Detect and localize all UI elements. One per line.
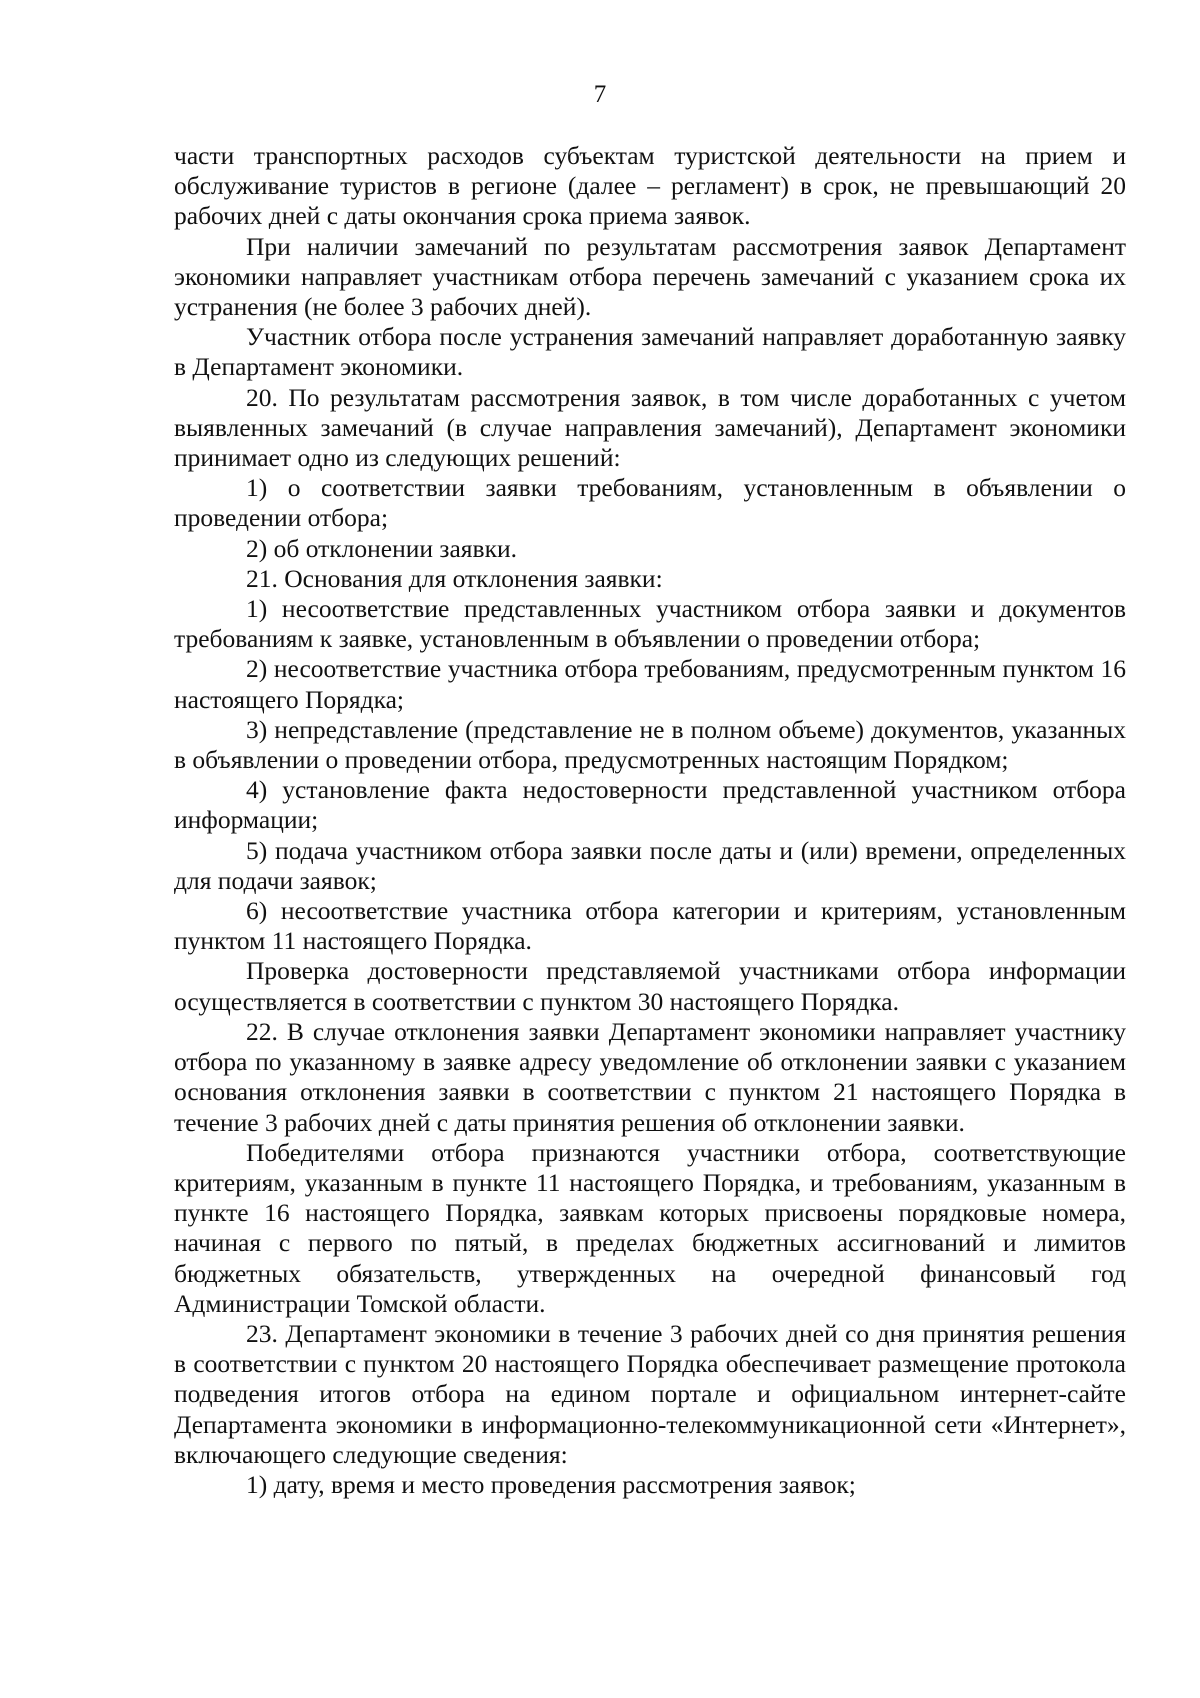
paragraph-clause-20: 20. По результатам рассмотрения заявок, в том числе доработанных с учетом выявленных замечаний (в случае направления замечаний), Департамент экономики принимает одно из следующих решений: (174, 382, 1126, 473)
paragraph-clause-21-item-6: 6) несоответствие участника отбора категории и критериям, установленным пунктом 11 настоящего Порядка. (174, 896, 1126, 956)
page-number: 7 (593, 81, 607, 108)
paragraph-continuation: части транспортных расходов субъектам туристской деятельности на прием и обслуживание туристов в регионе (далее – регламент) в срок, не превышающий 20 рабочих дней с даты окончания срока приема заявок. (174, 141, 1126, 231)
paragraph-remarks: При наличии замечаний по результатам рассмотрения заявок Департамент экономики направляет участникам отбора перечень замечаний с указанием срока их устранения (не более 3 рабочих дней). (174, 231, 1126, 322)
paragraph-clause-22: 22. В случае отклонения заявки Департамент экономики направляет участнику отбора по указанному в заявке адресу уведомление об отклонении заявки с указанием основания отклонения заявки в соответствии с пунктом 21 настоящего Порядка в течение 3 рабочих дней с даты принятия решения об отклонении заявки. (174, 1016, 1126, 1137)
paragraph-clause-21-item-2: 2) несоответствие участника отбора требованиям, предусмотренным пунктом 16 настоящего Порядка; (174, 654, 1126, 714)
paragraph-clause-21: 21. Основания для отклонения заявки: (246, 563, 663, 593)
paragraph-winners: Победителями отбора признаются участники отбора, соответствующие критериям, указанным в пункте 11 настоящего Порядка, и требованиям, указанным в пункте 16 настоящего Порядка, заявкам которых присвоены порядковые номера, начиная с первого по пятый, в пределах бюджетных ассигнований и лимитов бюджетных обязательств, утвержденных на очередной финансовый год Администрации Томской области. (174, 1137, 1126, 1318)
paragraph-clause-20-item-2: 2) об отклонении заявки. (246, 533, 517, 563)
paragraph-clause-23: 23. Департамент экономики в течение 3 рабочих дней со дня принятия решения в соответствии с пунктом 20 настоящего Порядка обеспечивает размещение протокола подведения итогов отбора на едином портале и официальном интернет-сайте Департамента экономики в информационно-телекоммуникационной сети «Интернет», включающего следующие сведения: (174, 1318, 1126, 1469)
paragraph-clause-21-item-4: 4) установление факта недостоверности представленной участником отбора информации; (174, 775, 1126, 835)
paragraph-clause-20-item-1: 1) о соответствии заявки требованиям, установленным в объявлении о проведении отбора; (174, 473, 1126, 533)
paragraph-verification: Проверка достоверности представляемой участниками отбора информации осуществляется в соответствии с пунктом 30 настоящего Порядка. (174, 956, 1126, 1016)
paragraph-clause-21-item-1: 1) несоответствие представленных участником отбора заявки и документов требованиям к заявке, установленным в объявлении о проведении отбора; (174, 594, 1126, 654)
document-body (174, 141, 1126, 1500)
paragraph-resubmission: Участник отбора после устранения замечаний направляет доработанную заявку в Департамент экономики. (174, 322, 1126, 382)
paragraph-clause-21-item-3: 3) непредставление (представление не в полном объеме) документов, указанных в объявлении о проведении отбора, предусмотренных настоящим Порядком; (174, 714, 1126, 775)
paragraph-clause-21-item-5: 5) подача участником отбора заявки после даты и (или) времени, определенных для подачи заявок; (174, 835, 1126, 895)
paragraph-clause-23-item-1: 1) дату, время и место проведения рассмотрения заявок; (246, 1469, 856, 1499)
